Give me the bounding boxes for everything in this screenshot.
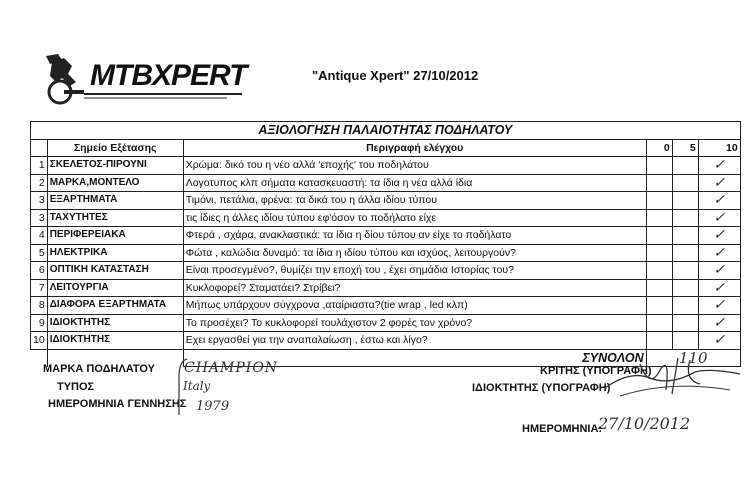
table-row xyxy=(31,332,741,350)
score-10-check: ✓ xyxy=(698,279,740,297)
score-10-check: ✓ xyxy=(698,262,740,280)
score-0-cell xyxy=(646,244,672,262)
score-10-check: ✓ xyxy=(698,192,740,210)
table-row xyxy=(31,227,741,245)
score-0-cell xyxy=(646,279,672,297)
table-row xyxy=(31,192,741,210)
brand-label: ΜΑΡΚΑ ΠΟΔΗΛΑΤΟΥ xyxy=(43,363,155,375)
score-10-check: ✓ xyxy=(698,174,740,192)
row-number: 5 xyxy=(31,244,48,262)
row-number: 2 xyxy=(31,174,48,192)
table-row xyxy=(31,262,741,280)
row-description: Λογοτυπος κλπ σήματα κατασκευαστή: τα ίδια η νέα αλλά ίδια xyxy=(183,174,646,192)
score-10-check: ✓ xyxy=(698,209,740,227)
row-description: Μήπως υπάρχουν σύγχρονα ,αταίριαστα?(tie wrap , led κλπ) xyxy=(183,297,646,315)
score-5-cell xyxy=(672,209,698,227)
total-label: ΣΥΝΟΛΟΝ xyxy=(183,349,646,367)
row-number: 9 xyxy=(31,314,48,332)
row-number: 10 xyxy=(31,332,48,350)
birth-date-label: ΗΜΕΡΟΜΗΝΙΑ ΓΕΝΝΗΣΗΣ xyxy=(48,398,187,410)
num-header xyxy=(31,139,48,157)
owner-signature-label: ΙΔΙΟΚΤΗΤΗΣ (ΥΠΟΓΡΑΦΗ) xyxy=(472,382,611,394)
score-5-cell xyxy=(672,262,698,280)
bracket-icon xyxy=(175,357,190,417)
table-row xyxy=(31,209,741,227)
row-criterion: ΕΞΑΡΤΗΜΑΤΑ xyxy=(47,192,183,210)
type-label: ΤΥΠΟΣ xyxy=(57,381,95,393)
score-10-check: ✓ xyxy=(698,227,740,245)
score-0-header: 0 xyxy=(646,139,672,157)
score-0-cell xyxy=(646,332,672,350)
row-description: Φώτα , καλώδια δυναμό: τα ίδια η ιδίου τύπου και ισχύος, λειτουργούν? xyxy=(183,244,646,262)
row-number: 7 xyxy=(31,279,48,297)
row-criterion: ΣΚΕΛΕΤΟΣ-ΠΙΡΟΥΝΙ xyxy=(47,157,183,175)
row-criterion: ΙΔΙΟΚΤΗΤΗΣ xyxy=(47,332,183,350)
row-criterion: ΗΛΕΚΤΡΙΚΑ xyxy=(47,244,183,262)
row-criterion: ΠΕΡΙΦΕΡΕΙΑΚΑ xyxy=(47,227,183,245)
row-description: Τιμόνι, πετάλια, φρένα: τα δικά του η άλλα ιδίου τύπου xyxy=(183,192,646,210)
total-value: 110 xyxy=(646,349,740,367)
table-row xyxy=(31,157,741,175)
score-10-check: ✓ xyxy=(698,157,740,175)
brand-value: CHAMPION xyxy=(184,360,279,376)
score-5-cell xyxy=(672,332,698,350)
evaluation-table xyxy=(30,121,741,367)
row-criterion: ΙΔΙΟΚΤΗΤΗΣ xyxy=(47,314,183,332)
table-row xyxy=(31,297,741,315)
row-criterion: ΜΑΡΚΑ,ΜΟΝΤΕΛΟ xyxy=(47,174,183,192)
judge-signature-label: ΚΡΙΤΗΣ (ΥΠΟΓΡΑΦΗ) xyxy=(540,365,652,377)
criterion-header: Σημείο Εξέτασης xyxy=(47,139,183,157)
row-criterion: ΟΠΤΙΚΗ ΚΑΤΑΣΤΑΣΗ xyxy=(47,262,183,280)
score-10-check: ✓ xyxy=(698,297,740,315)
row-description: τις ίδιες η άλλες ιδίου τύπου εφ'όσον το ποδήλατο είχε xyxy=(183,209,646,227)
table-row xyxy=(31,174,741,192)
score-0-cell xyxy=(646,314,672,332)
table-title: ΑΞΙΟΛΟΓΗΣΗ ΠΑΛΑΙΟΤΗΤΑΣ ΠΟΔΗΛΑΤΟΥ xyxy=(31,122,741,140)
row-number: 1 xyxy=(31,157,48,175)
row-criterion: ΛΕΙΤΟΥΡΓΙΑ xyxy=(47,279,183,297)
row-description: Χρώμα: δικό του η νέο αλλά 'εποχής' του ποδηλάτου xyxy=(183,157,646,175)
score-5-header: 5 xyxy=(672,139,698,157)
table-row xyxy=(31,244,741,262)
row-number: 6 xyxy=(31,262,48,280)
row-criterion: ΔΙΑΦΟΡΑ ΕΞΑΡΤΗΜΑΤΑ xyxy=(47,297,183,315)
score-10-header: 10 xyxy=(698,139,740,157)
date-value: 27/10/2012 xyxy=(598,414,691,433)
score-0-cell xyxy=(646,297,672,315)
score-0-cell xyxy=(646,262,672,280)
row-description: Εχει εργασθεί για την αναπαλαίωση , έστω και λίγο? xyxy=(183,332,646,350)
row-description: Το προσέχει? Το κυκλοφορεί τουλάχιστον 2 φορές τον χρόνο? xyxy=(183,314,646,332)
score-5-cell xyxy=(672,297,698,315)
score-5-cell xyxy=(672,244,698,262)
score-0-cell xyxy=(646,227,672,245)
date-label: ΗΜΕΡΟΜΗΝΙΑ: xyxy=(522,423,603,435)
row-number: 4 xyxy=(31,227,48,245)
birth-date-value: 1979 xyxy=(196,399,230,414)
row-criterion: ΤΑΧΥΤΗΤΕΣ xyxy=(47,209,183,227)
score-5-cell xyxy=(672,157,698,175)
score-10-check: ✓ xyxy=(698,244,740,262)
row-number: 3 xyxy=(31,209,48,227)
score-0-cell xyxy=(646,157,672,175)
score-5-cell xyxy=(672,314,698,332)
event-title: "Antique Xpert" 27/10/2012 xyxy=(312,68,479,83)
table-row xyxy=(31,279,741,297)
logo-text: MTBXPERT xyxy=(90,59,247,92)
signature-icon xyxy=(600,350,745,400)
type-value: Italy xyxy=(183,379,211,393)
score-0-cell xyxy=(646,174,672,192)
description-header: Περιγραφή ελέγχου xyxy=(183,139,646,157)
row-description: Είναι προσεγμένο?, θυμίζει την εποχή του , έχει σημάδια Ιστορίας του? xyxy=(183,262,646,280)
score-0-cell xyxy=(646,209,672,227)
row-number: 8 xyxy=(31,297,48,315)
score-10-check: ✓ xyxy=(698,314,740,332)
row-number: 3 xyxy=(31,192,48,210)
mtbxpert-logo xyxy=(42,52,252,107)
score-5-cell xyxy=(672,174,698,192)
score-0-cell xyxy=(646,192,672,210)
score-10-check: ✓ xyxy=(698,332,740,350)
score-5-cell xyxy=(672,192,698,210)
row-description: Κυκλοφορεί? Σταματάει? Στρίβει? xyxy=(183,279,646,297)
score-5-cell xyxy=(672,279,698,297)
table-row xyxy=(31,314,741,332)
score-5-cell xyxy=(672,227,698,245)
row-description: Φτερά , σχάρα, ανακλαστικά: τα ίδια η δίου τύπου αν είχε το ποδήλατο xyxy=(183,227,646,245)
